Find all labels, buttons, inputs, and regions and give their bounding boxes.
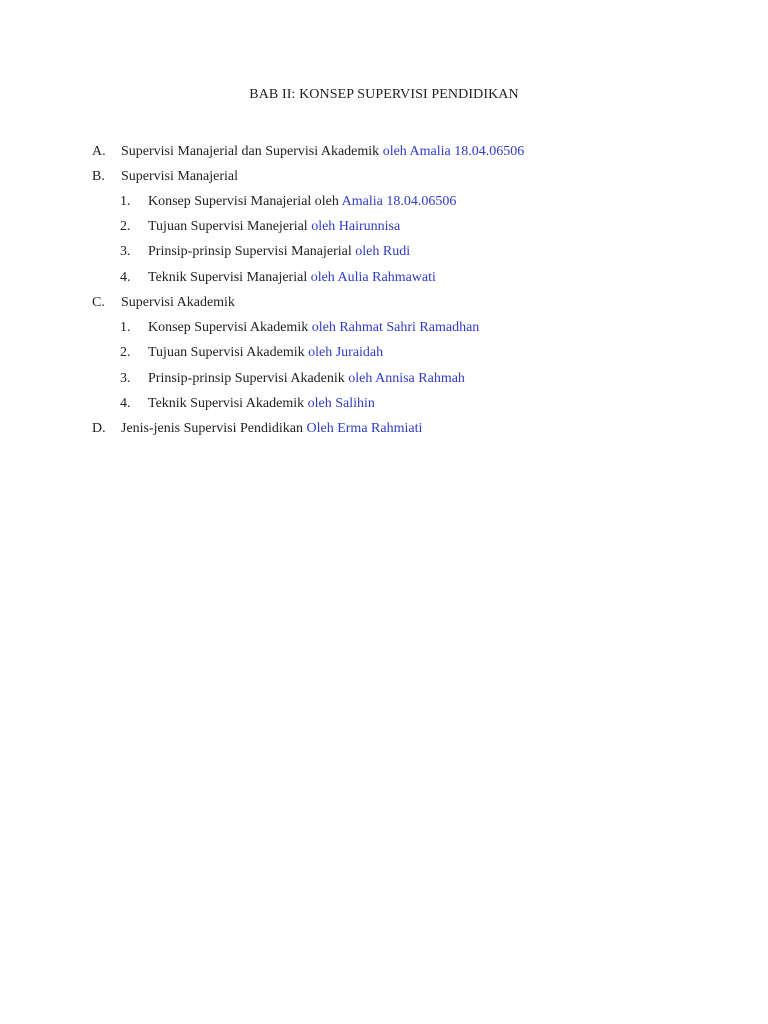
item-marker: 4. [120, 396, 131, 411]
item-title: Konsep Supervisi Akademik [148, 320, 309, 335]
item-marker: 1. [120, 320, 131, 335]
section-title: Supervisi Manajerial [121, 169, 239, 184]
item-author: oleh Aulia Rahmawati [310, 270, 436, 285]
item-marker: 3. [120, 371, 131, 386]
section-marker: C. [92, 295, 105, 310]
item-text-line [148, 319, 479, 337]
item-author: oleh Rahmat Sahri Ramadhan [311, 320, 480, 335]
section-title: Jenis-jenis Supervisi Pendidikan [121, 421, 303, 436]
item-author: oleh Rudi [355, 244, 411, 259]
item-text-line [148, 344, 383, 362]
item-author: oleh Salihin [307, 396, 375, 411]
item-title: Teknik Supervisi Manajerial [148, 270, 308, 285]
item-title: Tujuan Supervisi Manejerial [148, 219, 308, 234]
item-text-line [148, 193, 456, 211]
item-author: oleh Hairunnisa [311, 219, 401, 234]
section-author: oleh Amalia 18.04.06506 [382, 144, 525, 159]
item-marker: 3. [120, 244, 131, 259]
item-author: Amalia 18.04.06506 [341, 194, 457, 209]
section-marker: A. [92, 144, 106, 159]
item-author: oleh Juraidah [308, 345, 384, 360]
item-marker: 4. [120, 270, 131, 285]
item-text-line [148, 395, 375, 413]
document-title: BAB II: KONSEP SUPERVISI PENDIDIKAN [249, 87, 519, 102]
item-title: Prinsip-prinsip Supervisi Manajerial [148, 244, 352, 259]
section-text-line [121, 420, 422, 438]
item-text-line [148, 269, 436, 287]
item-text-line [148, 243, 410, 261]
section-title: Supervisi Akademik [121, 295, 235, 310]
item-text-line [148, 370, 465, 388]
item-title: Konsep Supervisi Manajerial oleh [148, 194, 339, 209]
section-text-line [121, 294, 235, 312]
section-marker: D. [92, 421, 106, 436]
section-marker: B. [92, 169, 105, 184]
item-text-line [148, 218, 400, 236]
item-title: Teknik Supervisi Akademik [148, 396, 305, 411]
section-author: Oleh Erma Rahmiati [306, 421, 423, 436]
item-marker: 2. [120, 345, 131, 360]
item-title: Tujuan Supervisi Akademik [148, 345, 305, 360]
section-title: Supervisi Manajerial dan Supervisi Akademik [121, 144, 380, 159]
section-text-line [121, 168, 238, 186]
item-marker: 2. [120, 219, 131, 234]
item-title: Prinsip-prinsip Supervisi Akadenik [148, 371, 345, 386]
item-marker: 1. [120, 194, 131, 209]
item-author: oleh Annisa Rahmah [348, 371, 465, 386]
section-text-line [121, 143, 524, 161]
